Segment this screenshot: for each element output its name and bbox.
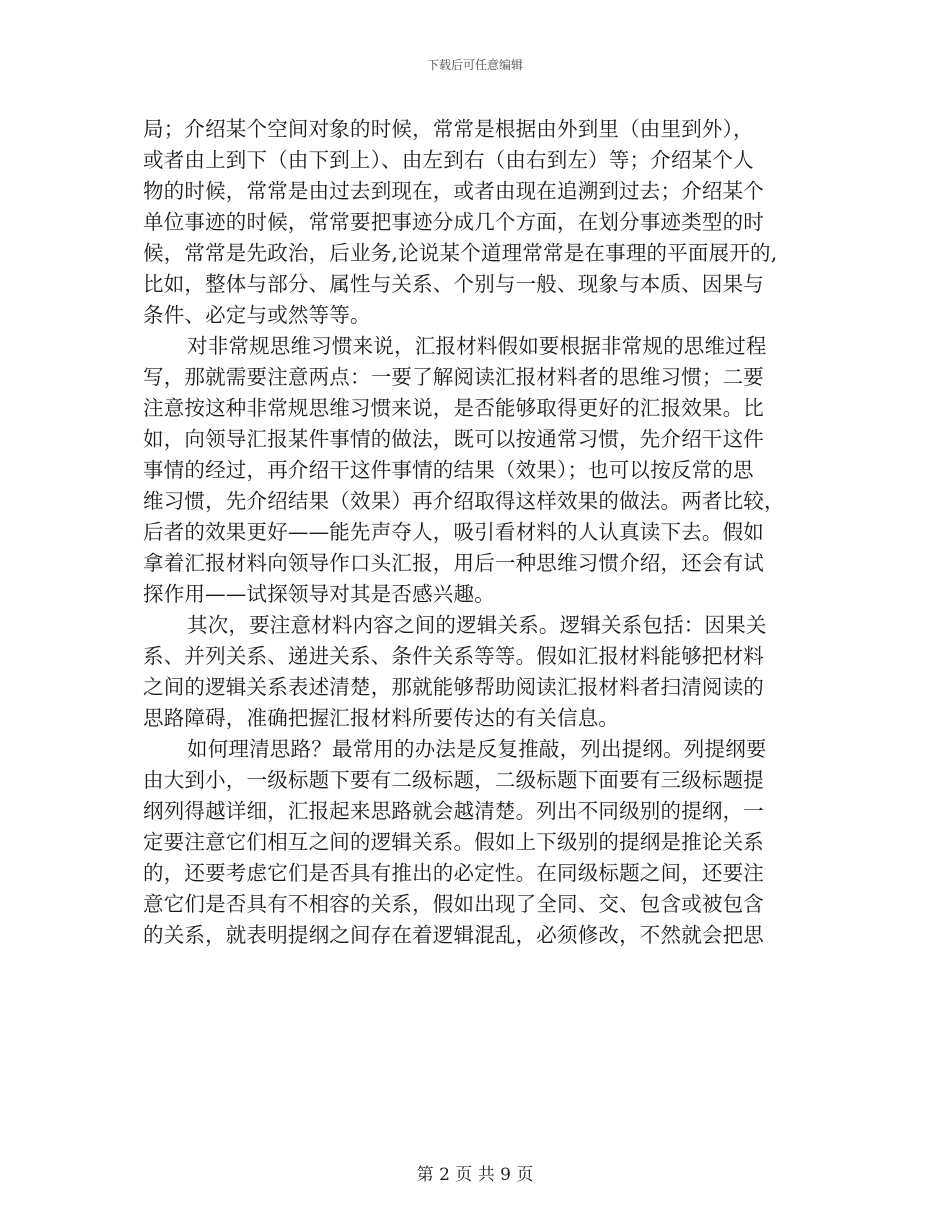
text-line: 由大到小，一级标题下要有二级标题，二级标题下面要有三级标题提 — [143, 768, 764, 792]
document-body — [143, 114, 815, 951]
text-line: 的，还要考虑它们是否具有推出的必定性。在同级标题之间，还要注 — [143, 861, 764, 885]
text-line: 系、并列关系、递进关系、条件关系等等。假如汇报材料能够把材料 — [143, 644, 764, 668]
text-line: 单位事迹的时候，常常要把事迹分成几个方面，在划分事迹类型的时 — [143, 210, 764, 234]
paragraph — [143, 610, 815, 734]
text-line: 候，常常是先政治，后业务,论说某个道理常常是在事理的平面展开的, — [143, 241, 778, 265]
text-line: 纲列得越详细，汇报起来思路就会越清楚。列出不同级别的提纲，一 — [143, 799, 764, 823]
paragraph — [143, 114, 815, 331]
text-line: 条件、必定与或然等等。 — [143, 303, 371, 327]
text-line: 意它们是否具有不相容的关系，假如出现了全同、交、包含或被包含 — [143, 892, 764, 916]
text-line: 探作用——试探领导对其是否感兴趣。 — [143, 582, 495, 606]
text-line: 如何理清思路？最常用的办法是反复推敲，列出提纲。列提纲要 — [187, 737, 767, 761]
text-line: 或者由上到下（由下到上）、由左到右（由右到左）等；介绍某个人 — [143, 148, 754, 172]
text-line: 局；介绍某个空间对象的时候，常常是根据由外到里（由里到外）， — [143, 117, 754, 141]
page-number: 第 2 页 共 9 页 — [416, 1165, 534, 1185]
text-line: 维习惯，先介绍结果（效果）再介绍取得这样效果的做法。两者比较， — [143, 489, 785, 513]
text-line: 拿着汇报材料向领导作口头汇报，用后一种思维习惯介绍，还会有试 — [143, 551, 764, 575]
text-line: 后者的效果更好——能先声夺人，吸引看材料的人认真读下去。假如 — [143, 520, 764, 544]
text-line: 定要注意它们相互之间的逻辑关系。假如上下级别的提纲是推论关系 — [143, 830, 764, 854]
text-line: 注意按这种非常规思维习惯来说，是否能够取得更好的汇报效果。比 — [143, 396, 764, 420]
paragraph — [143, 734, 815, 951]
text-line: 物的时候，常常是由过去到现在，或者由现在追溯到过去；介绍某个 — [143, 179, 764, 203]
text-line: 写，那就需要注意两点：一要了解阅读汇报材料者的思维习惯；二要 — [143, 365, 764, 389]
text-line: 比如，整体与部分、属性与关系、个别与一般、现象与本质、因果与 — [143, 272, 764, 296]
text-line: 事情的经过，再介绍干这件事情的结果（效果）；也可以按反常的思 — [143, 458, 754, 482]
text-line: 其次，要注意材料内容之间的逻辑关系。逻辑关系包括：因果关 — [187, 613, 767, 637]
text-line: 如，向领导汇报某件事情的做法，既可以按通常习惯，先介绍干这件 — [143, 427, 764, 451]
paragraph — [143, 331, 815, 610]
text-line: 思路障碍，准确把握汇报材料所要传达的有关信息。 — [143, 706, 620, 730]
text-line: 之间的逻辑关系表述清楚，那就能够帮助阅读汇报材料者扫清阅读的 — [143, 675, 764, 699]
page-header: 下载后可任意编辑 — [426, 58, 523, 72]
text-line: 对非常规思维习惯来说，汇报材料假如要根据非常规的思维过程 — [187, 334, 767, 358]
text-line: 的关系，就表明提纲之间存在着逻辑混乱，必须修改，不然就会把思 — [143, 923, 764, 947]
